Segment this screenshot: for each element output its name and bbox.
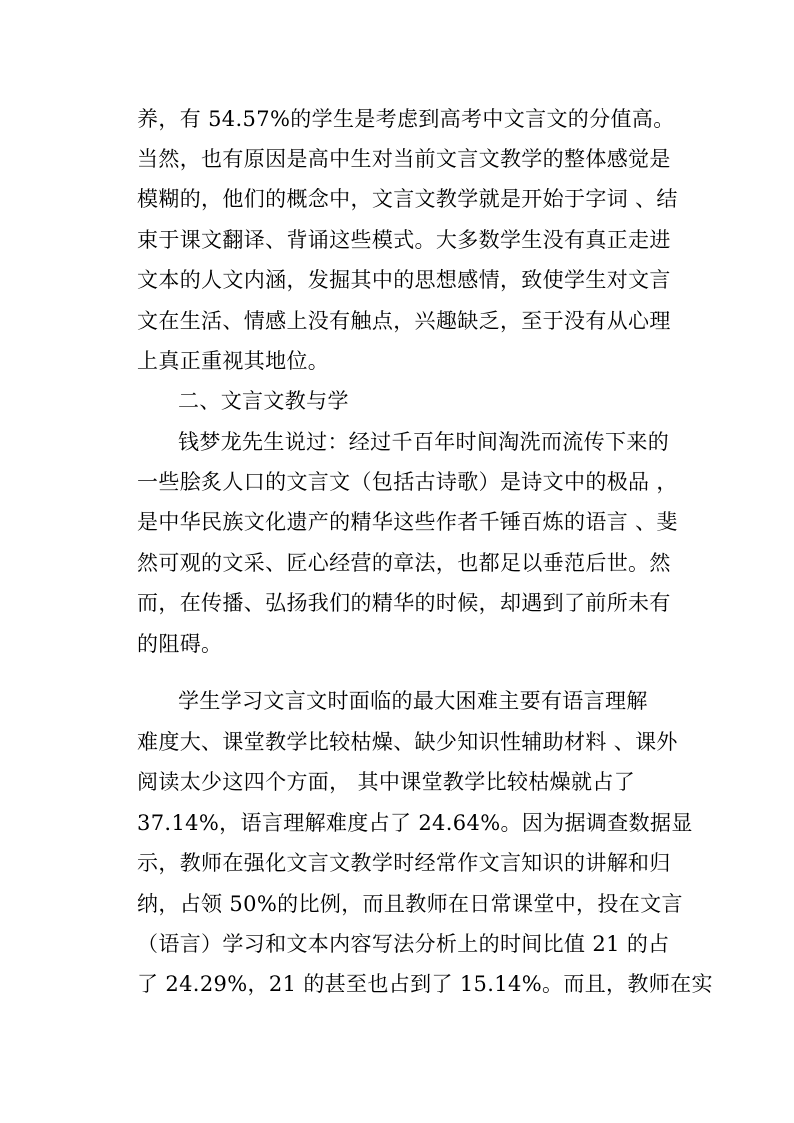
text-line: 当然，也有原因是高中生对当前文言文教学的整体感觉是 <box>137 147 671 171</box>
text-line: 的阻碍。 <box>137 632 223 656</box>
text-line: 学生学习文言文时面临的最大困难主要有语言理解 <box>178 689 648 713</box>
text-line: 示，教师在强化文言文教学时经常作文言知识的讲解和归 <box>137 851 671 875</box>
text-line: 难度大、课堂教学比较枯燥、缺少知识性辅助材料 、课外 <box>137 730 678 754</box>
text-line: 而，在传播、弘扬我们的精华的时候，却遇到了前所未有 <box>137 591 671 615</box>
text-line: 文在生活、情感上没有触点，兴趣缺乏，至于没有从心理 <box>137 309 671 333</box>
text-line: 然可观的文采、匠心经营的章法，也都足以垂范后世。然 <box>137 551 671 575</box>
text-line: 一些脍炙人口的文言文（包括古诗歌）是诗文中的极品 ， <box>137 470 678 494</box>
text-line: （语言）学习和文本内容写法分析上的时间比值 21 的占 <box>137 932 670 956</box>
text-line: 阅读太少这四个方面， 其中课堂教学比较枯燥就占了 <box>137 770 636 794</box>
text-line: 钱梦龙先生说过：经过千百年时间淘洗而流传下来的 <box>178 430 670 454</box>
section-heading: 二、文言文教与学 <box>178 389 349 413</box>
text-line: 束于课文翻译、背诵这些模式。大多数学生没有真正走进 <box>137 228 671 252</box>
text-line: 模糊的，他们的概念中，文言文教学就是开始于字词 、结 <box>137 187 678 211</box>
text-line: 上真正重视其地位。 <box>137 349 330 373</box>
text-line: 文本的人文内涵，发掘其中的思想感情，致使学生对文言 <box>137 268 671 292</box>
text-line: 是中华民族文化遗产的精华这些作者千锤百炼的语言 、斐 <box>137 510 678 534</box>
text-line: 纳，占领 50%的比例，而且教师在日常课堂中，投在文言 <box>137 892 683 916</box>
text-line: 37.14%，语言理解难度占了 24.64%。因为据调查数据显 <box>137 811 693 835</box>
text-line: 养，有 54.57%的学生是考虑到高考中文言文的分值高。 <box>137 107 675 131</box>
text-line: 了 24.29%，21 的甚至也占到了 15.14%。而且，教师在实 <box>137 972 713 996</box>
